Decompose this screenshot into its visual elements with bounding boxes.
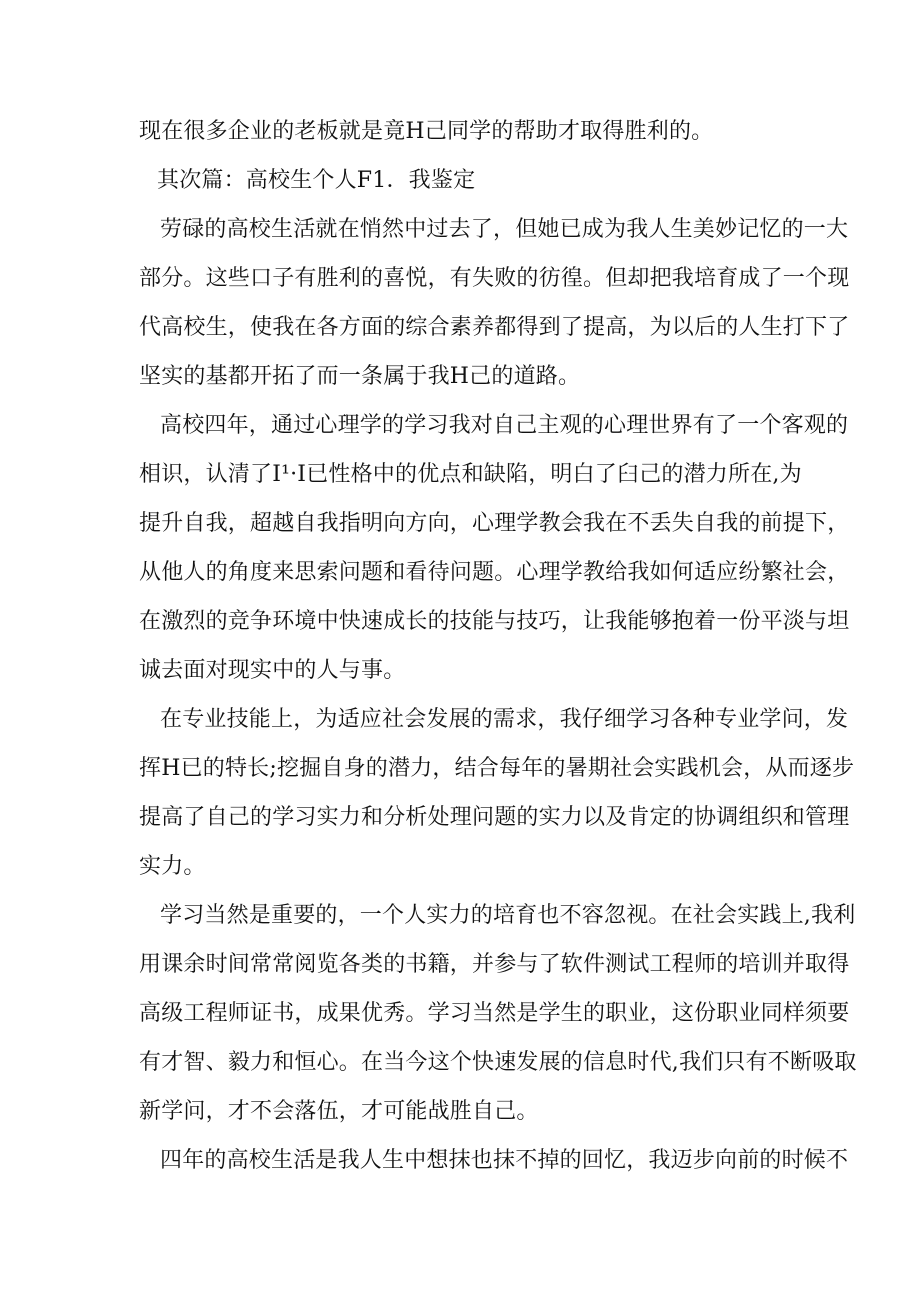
text-line: 高校四年，通过心理学的学习我对自己主观的心理世界有了一个客观的 bbox=[160, 413, 849, 438]
text-line: 部分。这些口子有胜利的喜悦，有失败的彷徨。但却把我培育成了一个现 bbox=[139, 266, 850, 291]
text-line: 挥H已的特长;挖掘自身的潜力，结合每年的暑期社会实践机会，从而逐步 bbox=[139, 756, 855, 781]
text-line: 有才智、毅力和恒心。在当今这个快速发展的信息时代,我们只有不断吸取 bbox=[139, 1050, 857, 1075]
text-line: 在专业技能上，为适应社会发展的需求，我仔细学习各种专业学问，发 bbox=[160, 707, 849, 732]
text-line: 学习当然是重要的，一个人实力的培育也不容忽视。在社会实践上,我利 bbox=[160, 903, 856, 928]
text-line: 四年的高校生活是我人生中想抹也抹不掉的回忆，我迈步向前的时候不 bbox=[160, 1148, 849, 1173]
section-heading: 其次篇：高校生个人F1．我鉴定 bbox=[157, 168, 476, 193]
text-line: 实力。 bbox=[139, 854, 206, 879]
text-line: 从他人的角度来思索问题和看待问题。心理学教给我如何适应纷繁社会， bbox=[139, 560, 850, 585]
text-line: 代高校生，使我在各方面的综合素养都得到了提高，为以后的人生打下了 bbox=[139, 315, 850, 340]
text-line: 高级工程师证书，成果优秀。学习当然是学生的职业，这份职业同样须要 bbox=[139, 1001, 850, 1026]
text-line: 相识，认清了I¹·I已性格中的优点和缺陷，明白了臼己的潜力所在,为 bbox=[139, 462, 802, 487]
text-line: 提高了自己的学习实力和分析处理问题的实力以及肯定的协调组织和管理 bbox=[139, 805, 850, 830]
text-line: 劳碌的高校生活就在悄然中过去了，但她已成为我人生美妙记忆的一大 bbox=[160, 217, 849, 242]
text-line: 新学问，才不会落伍，才可能战胜自己。 bbox=[139, 1099, 539, 1124]
text-line: 诚去面对现实中的人与事。 bbox=[139, 658, 406, 683]
text-line: 用课余时间常常阅览各类的书籍，并参与了软件测试工程师的培训并取得 bbox=[139, 952, 850, 977]
text-line: 提升自我，超越自我指明向方向，心理学教会我在不丢失自我的前提下， bbox=[139, 511, 850, 536]
text-line: 坚实的基都开拓了而一条属于我H己的道路。 bbox=[139, 364, 581, 389]
text-line: 在激烈的竞争环境中快速成长的技能与技巧，让我能够抱着一份平淡与坦 bbox=[139, 609, 850, 634]
text-line: 现在很多企业的老板就是竟H己同学的帮助才取得胜利的。 bbox=[139, 119, 714, 144]
